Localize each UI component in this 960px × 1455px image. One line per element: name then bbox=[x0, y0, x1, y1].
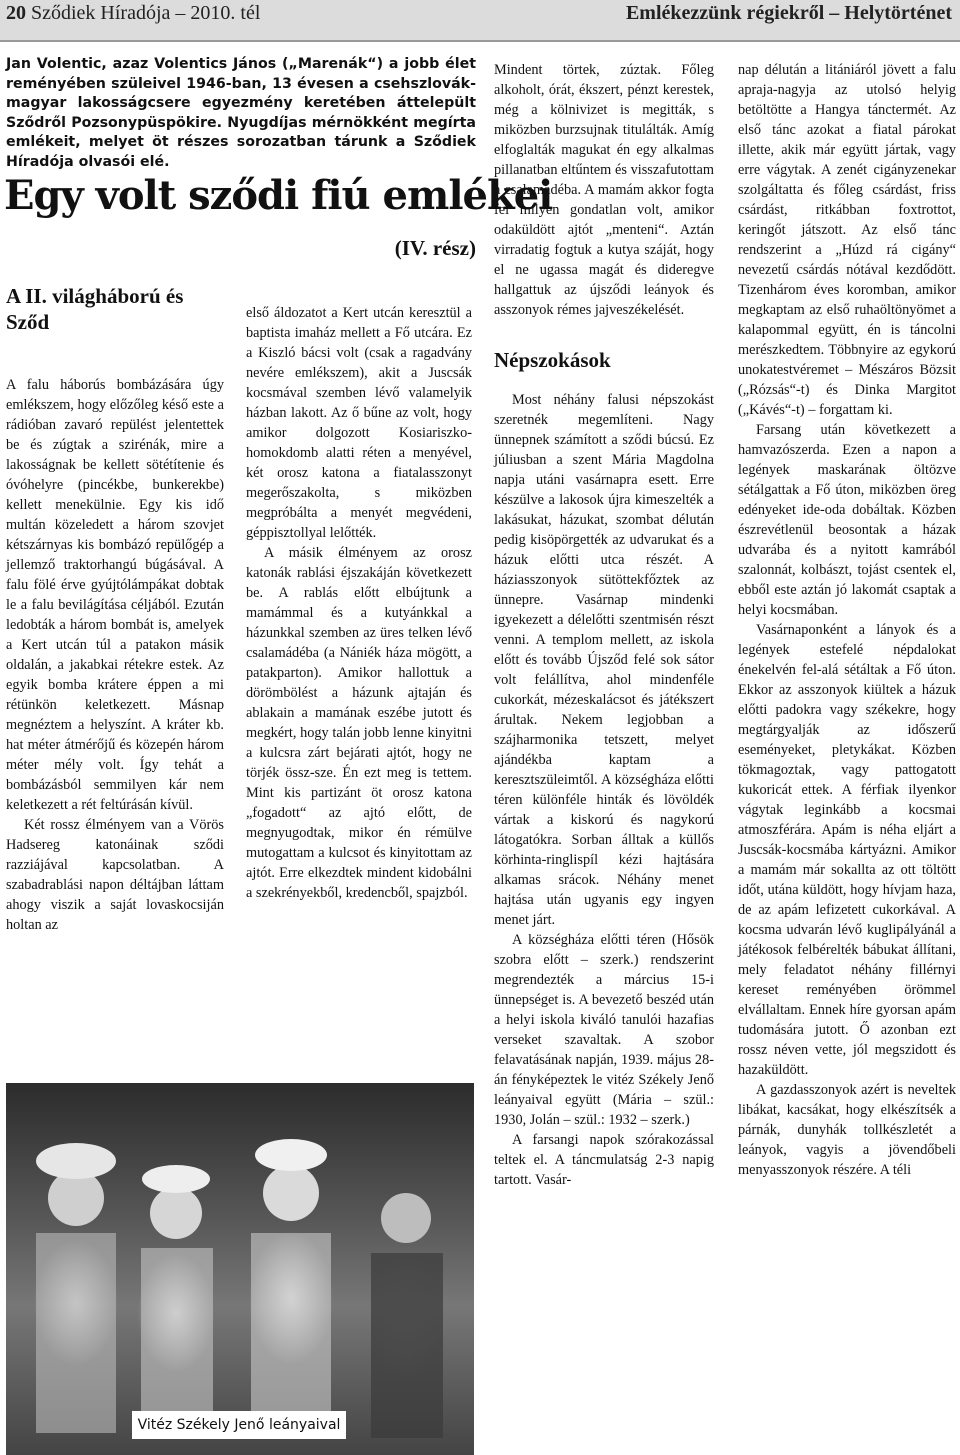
column-1 bbox=[6, 375, 224, 935]
section-heading-customs: Népszokások bbox=[494, 348, 611, 372]
page-number: 20 bbox=[6, 2, 26, 24]
photo-caption: Vitéz Székely Jenő leányaival bbox=[132, 1411, 346, 1439]
publication-name: Sződiek Híradója – 2010. tél bbox=[31, 2, 261, 24]
article-intro: Jan Volentic, azaz Volentics János („Marenák“) a jobb élet reményében szüleivel 1946-ban, 13 évesen a csehszlovák-magyar lakosságcsere egyezmény keretében áttelepült Sződről Pozsonypüspökire. Nyugdíjas mérnökként megírta emlékeit, melyet öt részes sorozatban tárunk a Sződiek Híradója olvasói elé. bbox=[6, 56, 476, 170]
paragraph: A gazdasszonyok azért is neveltek libákat, kacsákat, hogy elkészítsék a párnák, dunyhák tollkészletét a leányok, vagyis a jövendőbeli menyasszonyok részére. A téli bbox=[738, 1082, 956, 1178]
paragraph: A falu háborús bombázására úgy emlékszem, hogy előzőleg késő este a rádióban zavaró repülést jelentettek be és zúgtak a szirénák, mire a lakosságnak be kellett sötétítenie és óvóhelyre (pincékbe, bunkerekbe) kellett menekülnie. Egy kis idő multán közeledett a három szovjet kétszárnyas kis bombázó repülőgép a jellemző traktorhangú búgásával. A falu fölé érve gyújtólámpákat dobtak le a falu bevilágítása céljából. Ezután ledobták a három bombát is, amelyek a Kert utcán túl a patakon másik oldalán, a jakabkai rétekre estek. Az egyik bomba krátere éppen a mi rétünkön keletkezett. Másnap megnéztem a helyszínt. A kráter kb. hat méter átmérőjű és közepén három méter mély volt. Így tehát a bombázásból semmilyen kár nem keletkezett a rét feltúrásán kívül. bbox=[6, 377, 224, 813]
column-2 bbox=[246, 303, 472, 903]
paragraph: nap délután a litániáról jövett a falu apraja-nagyja az utolsó helyig betöltötte a Hangya tánctermét. Az első tánc azokat a fiatal párokat illette, akik már együtt jártak, vagy erre vágytak. A zenét cigányzenekar szolgáltatta és főleg csárdást, friss csárdást, ritkábban foxtrottot, keringőt játszott. Az első tánc rendszerint a „Húzd rá cigány“ nevezetű csárdás nótával kezdődött. Tizenhárom éves koromban, amikor megkaptam az első ruhaöltönyömet a kalapommal együtt, én is táncolni merészkedtem. Többnyire az egykorú unokatestvéremet – Mészáros Bözsit („Rózsás“-t) és Dinka Margitot („Kávés“-t) – forgattam ki. bbox=[738, 62, 956, 418]
paragraph: Két rossz élményem van a Vörös Hadsereg katonáinak sződi razziájával kapcsolatban. A szabadrablási napon déltájban láttam ahogy viszik a saját lovaskocsiján holtan az bbox=[6, 817, 224, 933]
paragraph: A farsangi napok szórakozással teltek el. A táncmulatság 2-3 napig tartott. Vasár- bbox=[494, 1132, 714, 1188]
paragraph: A másik élményem az orosz katonák rablási éjszakáján következett be. A rablás előtt elbújtunk a mamámmal és a kutyánkkal a házunkkal szemben az üres telken lévő csalamádéba (a Nániék háza mögött, a patakparton). Amikor hallottuk a dörömbölést a házunk ajtaján és ablakain a mamának eszébe jutott és megkért, hogy talán jobb lenne kinyitni a kulcsra zárt bejárati ajtót, hogy ne törjék össz-sze. Én ezt meg is tettem. Mint kis partizánt öt orosz katona „fogadott“ az ajtó előtt, de megnyugodtak, mikor én rémülve mutogattam a kulcsot és kinyitottam az ajtót. Erre elkezdtek mindent kidobálni a szekrényekből, kredencből, spajzból. bbox=[246, 545, 472, 901]
paragraph: A községháza előtti téren (Hősök szobra előtt – szerk.) rendszerint megrendezték a március 15-i ünnepséget is. A bevezető beszéd után a helyi iskola kiváló tanulói hazafias verseket szavaltak. A szobor felavatásának napján, 1939. május 28-án fényképeztek le vitéz Székely Jenő leányaival együtt (Mária – szül.: 1930, Jolán – szül.: 1932 – szerk.) bbox=[494, 932, 714, 1128]
paragraph: Most néhány falusi népszokást szeretnék megemlíteni. Nagy ünnepnek számított a sződi búcsú. Ez júliusban a szent Mária Magdolna napja utáni vasárnapra esett. Erre készülve a lakosok újra kimeszelték a lakásukat, házukat, szombat délután pedig kisöpörgették az udvarukat és a házuk előtti utca részét. A háziasszonyok sütöttekfőztek az ünnepre. Vasárnap mindenki igyekezett a délelőtti szentmisén részt venni. A templom mellett, az iskola előtt és tovább Újsződ felé sok sátor volt felállítva, ahol mindenféle cukorkát, mézeskalácsot és játékszert árultak. Nekem legjobban a szájharmonika tetszett, melyet ajándékba kaptam a keresztszüleimtől. A községháza előtti téren különféle hinták és lövöldék vártak a kiskorú és nagykorú látogatókra. Sorban álltak a küllős körhinta-ringlispíl kézi hajtására alkamas srácok. Néhány menet hajtása után ugyanis egy ingyen menet járt. bbox=[494, 392, 714, 928]
article-subtitle: (IV. rész) bbox=[394, 236, 476, 260]
paragraph: Vasárnaponként a lányok és a legények estefelé népdalokat énekelvén fel-alá sétáltak a Fő úton. Ekkor az asszonyok kiültek a házuk előtti padokra vagy székekre, hogy megtárgyalják az időszerű eseményeket, pletykákat. Közben tökmagoztak, vagy pattogatott kukoricát ettek. A férfiak ilyenkor vágytak leginkább a kocsmai atmoszférára. Apám is néha eljárt a Juscsák-kocsmába kártyázni. Amikor a mamám már sokallta az ott töltött időt, utána küldött, hogy hívjam haza, de az apám lefizetett cukorkával. A kocsma udvarán lévő kuglipályánál a játékosok felbérelték bábukat állítani, mely feladatot néhány fillérnyi kereset reményében örömmel elvállaltam. Ennek híre gyorsan apám tudomására jutott. Ő azonban ezt rossz néven vette, jól megszidott és hazaküldött. bbox=[738, 622, 956, 1078]
paragraph: Farsang után következett a hamvazószerda. Ezen a napon a legények maskarának öltözve sétálgattak a Fő úton, miközben öreg edényeket ide-oda dobáltak. Közben észrevétlenül beosontak a házak udvarába és a nyitott kamrából szalonnát, kolbászt, tojást csentek el, ebből este aztán jó lakomát csaptak a helyi kocsmában. bbox=[738, 422, 956, 618]
paragraph: Mindent törtek, zúztak. Főleg alkoholt, órát, ékszert, pénzt kerestek, még a kölnivizet is megitták, s miközben burzsujnak titulálták. Amíg elfoglalták magukat én egy alkalmas pillanatban eltűntem és visszafutottam a csalamádéba. A mamám akkor fogta fel milyen gondatlan volt, amikor odaküldött ajtót „menteni“. Aztán virradatig fogtuk a kutya száját, hogy el ne ugassa magát és dideregve hallgattuk az újsződi leányok és asszonyok rémes jajveszékelését. bbox=[494, 62, 714, 318]
section-heading-ww2: A II. világháború és Sződ bbox=[6, 284, 184, 334]
page-header bbox=[0, 0, 960, 42]
column-3 bbox=[494, 60, 714, 1190]
paragraph: első áldozatot a Kert utcán keresztül a baptista imaház mellett a Fő utcára. Ez a Kiszló bácsi volt (csak a ragadvány nevére emlékszem), akit a Juscsák kocsmával szemben lévő valamelyik házban lakott. Az ő bűne az volt, hogy amikor dolgozott Kosiariszko-homokdomb alatti réten a menyével, két orosz katona a fiatalasszonyt megerőszakolta, s miközben megpróbálta a menyét megvédeni, géppisztollyal lelőtték. bbox=[246, 305, 472, 541]
photo-figures bbox=[6, 1083, 474, 1455]
column-4 bbox=[738, 60, 956, 1180]
section-title: Emlékezzünk régiekről – Helytörténet bbox=[625, 2, 952, 24]
historical-photo bbox=[6, 1083, 474, 1455]
article-title: Egy volt sződi fiú emlékei bbox=[4, 172, 553, 219]
header-left bbox=[6, 2, 260, 25]
